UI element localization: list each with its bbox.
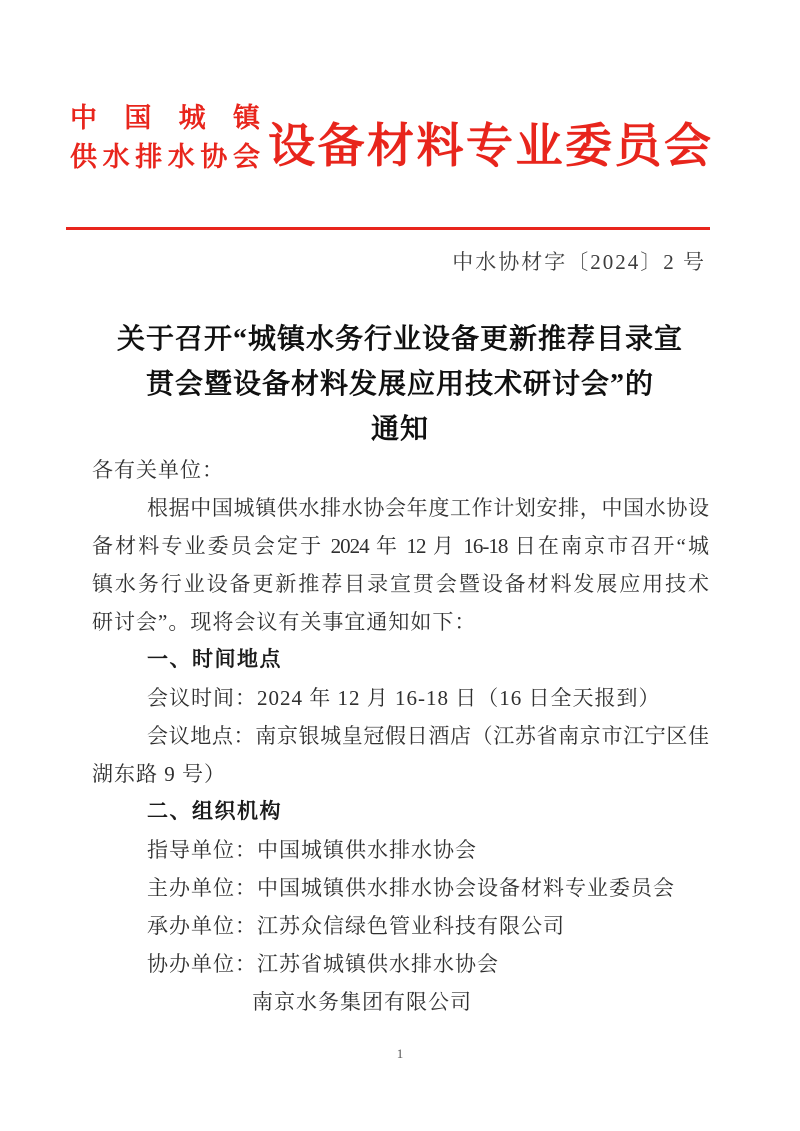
org-name-line-1: 中国城镇 <box>70 103 260 133</box>
guidance-unit-line: 指导单位：中国城镇供水排水协会 <box>147 838 477 862</box>
meeting-time-line: 会议时间：2024 年 12 月 16-18 日（16 日全天报到） <box>147 686 661 710</box>
meeting-location-line-1: 会议地点：南京银城皇冠假日酒店（江苏省南京市江宁区佳 <box>147 724 708 748</box>
organizer-unit-line: 承办单位：江苏众信绿色管业科技有限公司 <box>147 914 565 938</box>
section-heading-time-location: 一、时间地点 <box>147 648 282 671</box>
doc-number: 中水协材字〔2024〕2 号 <box>452 250 706 274</box>
co-organizer-unit-line-1: 协办单位：江苏省城镇供水排水协会 <box>147 952 499 976</box>
intro-paragraph-line-2: 备材料专业委员会定于 2024 年 12 月 16-18 日在南京市召开“城 <box>92 534 708 558</box>
page-number: 1 <box>396 1046 404 1061</box>
section-heading-organization: 二、组织机构 <box>147 800 282 823</box>
intro-paragraph-line-1: 根据中国城镇供水排水协会年度工作计划安排，中国水协设 <box>147 496 708 520</box>
title-line-3: 通知 <box>370 414 429 445</box>
title-line-1: 关于召开“城镇水务行业设备更新推荐目录宣 <box>116 324 683 355</box>
intro-paragraph-line-4: 研讨会”。现将会议有关事宜通知如下： <box>92 610 477 634</box>
org-name-line-2: 供水排水协会 <box>70 142 260 172</box>
title-line-2: 贯会暨设备材料发展应用技术研讨会”的 <box>145 369 654 400</box>
host-unit-line: 主办单位：中国城镇供水排水协会设备材料专业委员会 <box>147 876 675 900</box>
org-name-block <box>70 99 260 177</box>
document-body <box>92 451 708 1021</box>
intro-paragraph-line-3: 镇水务行业设备更新推荐目录宣贯会暨设备材料发展应用技术 <box>92 572 708 596</box>
co-organizer-unit-line-2: 南京水务集团有限公司 <box>252 990 472 1014</box>
notice-title <box>50 317 750 452</box>
committee-name: 设备材料专业委员会 <box>268 121 710 173</box>
meeting-location-line-2: 湖东路 9 号） <box>92 762 226 786</box>
salutation: 各有关单位： <box>92 458 224 482</box>
red-divider <box>66 227 710 230</box>
